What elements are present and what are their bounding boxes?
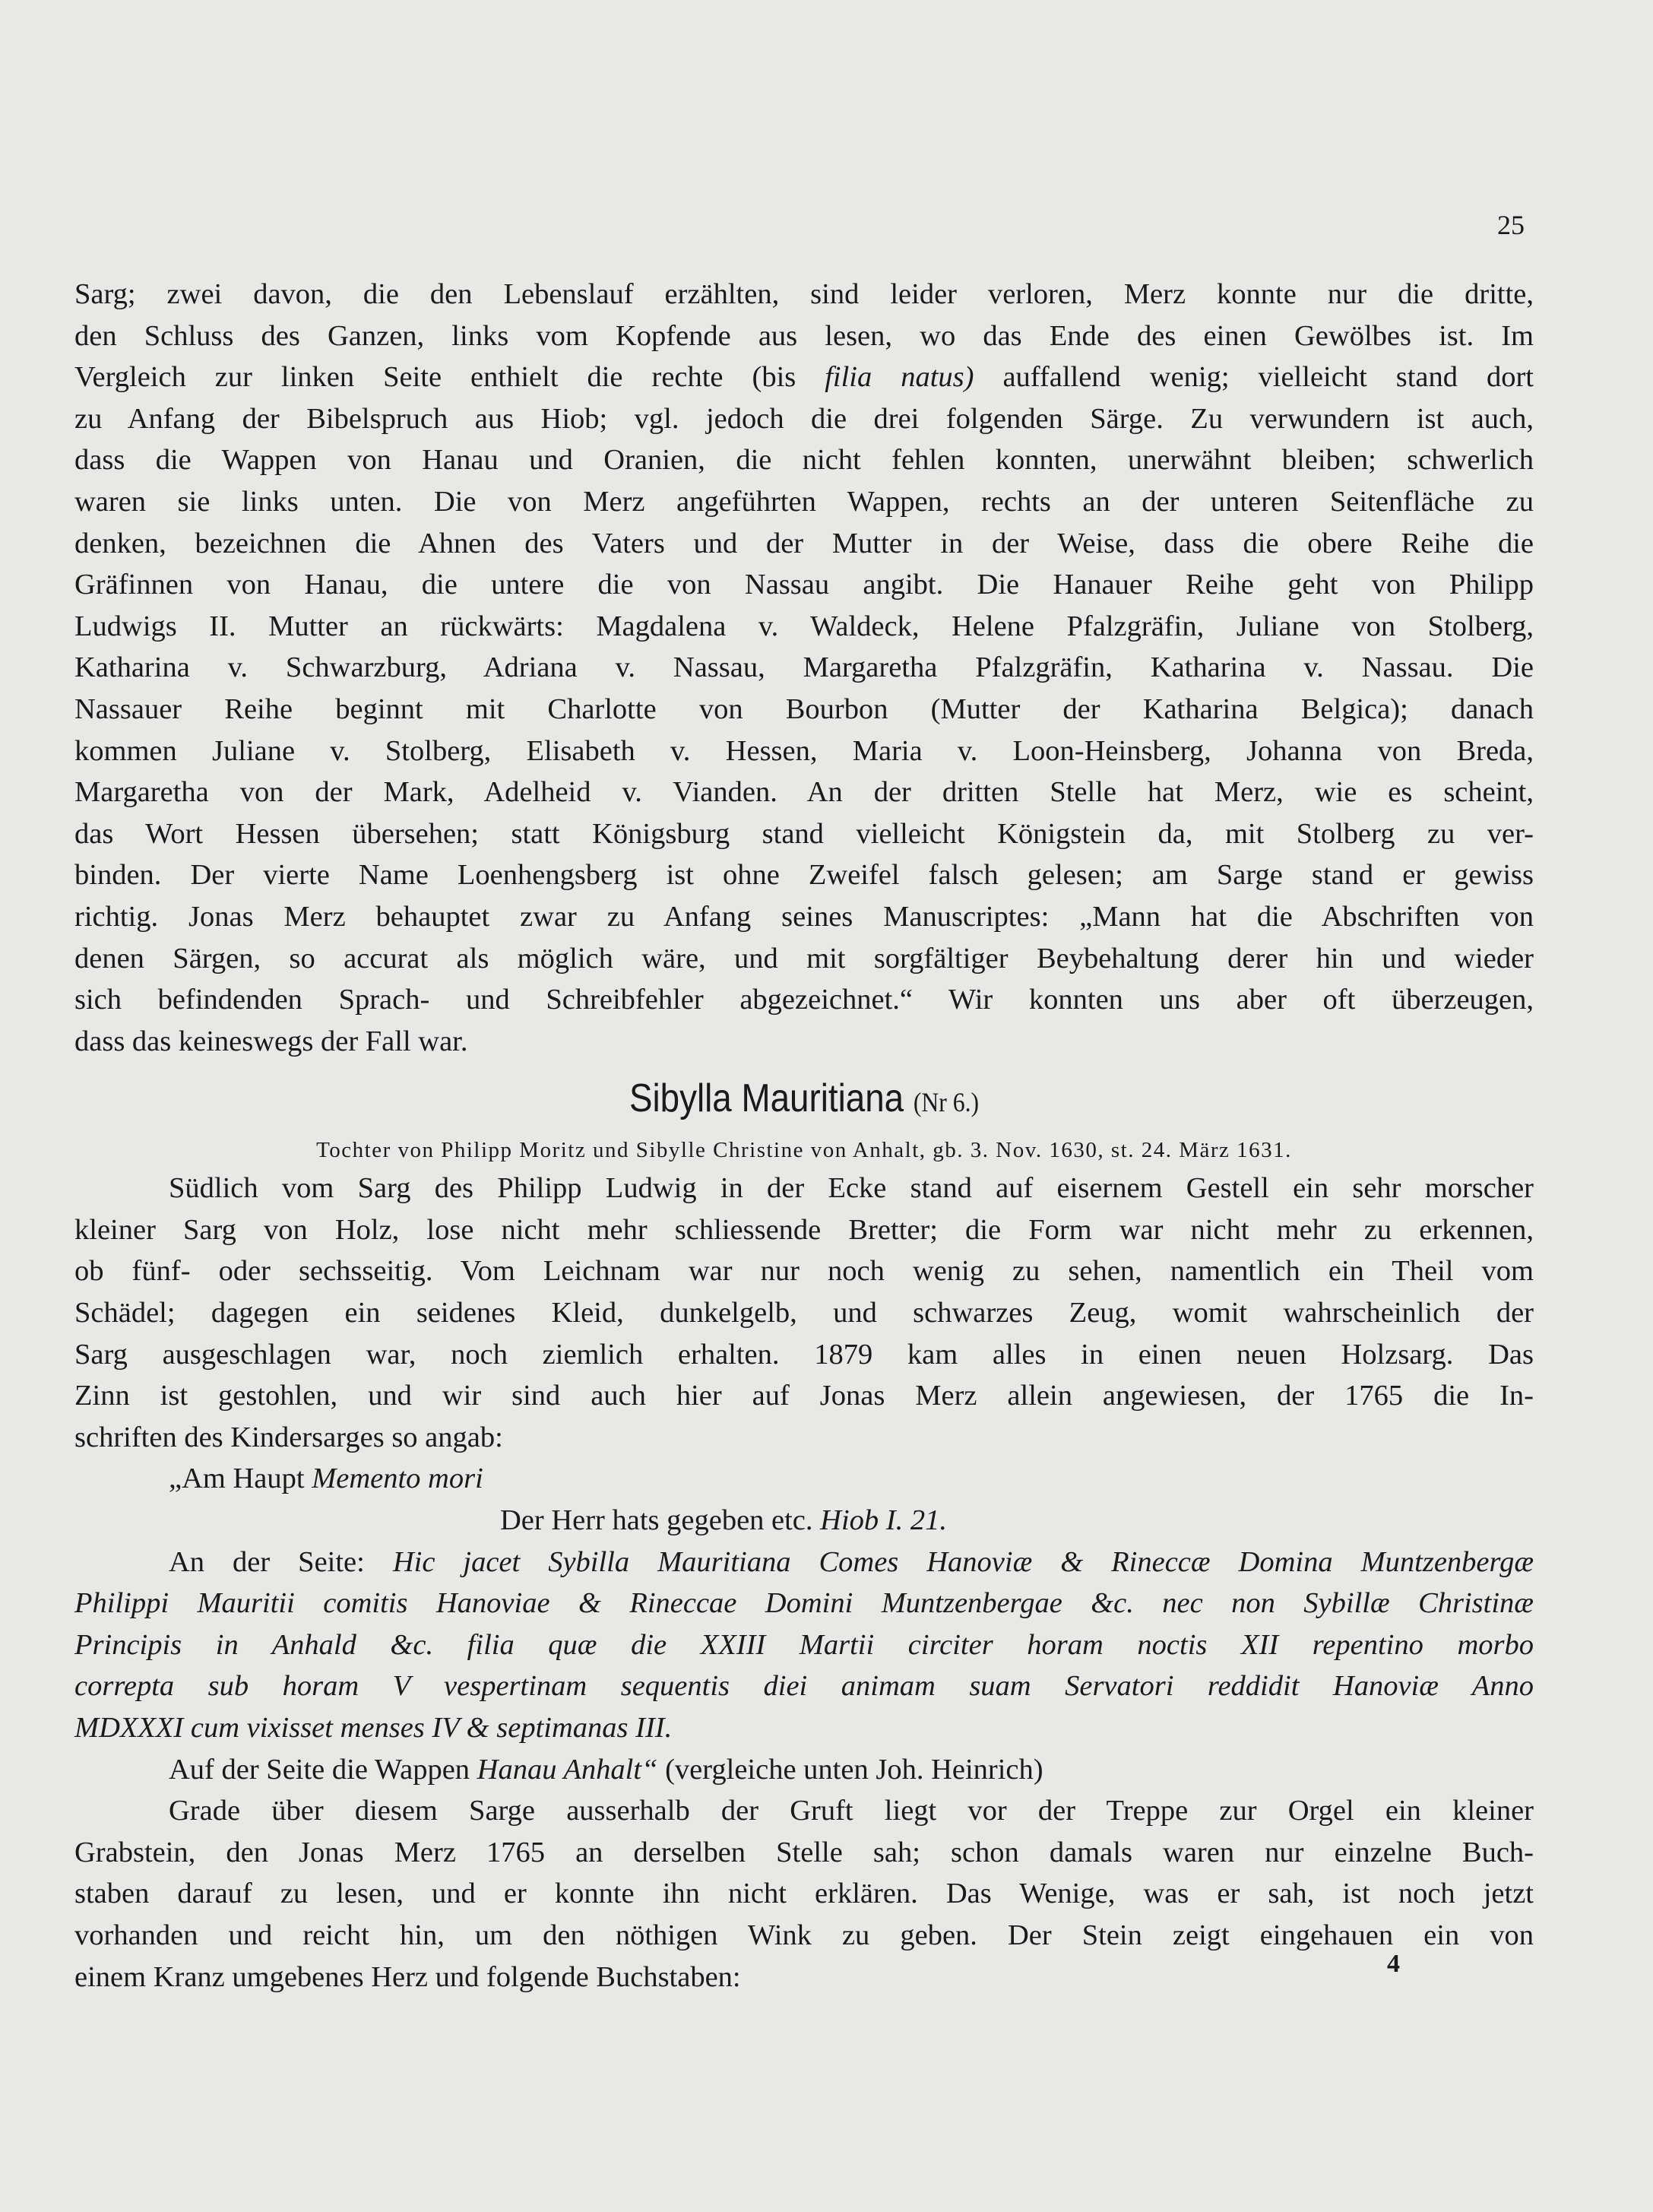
inscription-line: Principis in Anhald &c. filia quæ die XXIII Martii circiter horam noctis XII repentino morbo (74, 1628, 1534, 1661)
text-line: Sarg; zwei davon, die den Lebenslauf erzählten, sind leider verloren, Merz konnte nur die dritte, (74, 278, 1534, 310)
page-number: 25 (1497, 210, 1525, 240)
text-line: Schädel; dagegen ein seidenes Kleid, dunkelgelb, und schwarzes Zeug, womit wahrscheinlich der (74, 1297, 1534, 1329)
heading-name: Sibylla Mauritiana (629, 1076, 904, 1121)
quote-line: „Am Haupt Memento mori (169, 1463, 483, 1495)
text-line: Nassauer Reihe beginnt mit Charlotte von Bourbon (Mutter der Katharina Belgica); danach (74, 692, 1534, 725)
text-line: Katharina v. Schwarzburg, Adriana v. Nassau, Margaretha Pfalzgräfin, Katharina v. Nassau. Die (74, 651, 1534, 684)
quote-line: Der Herr hats gegeben etc. Hiob I. 21. (500, 1504, 947, 1537)
text-line: binden. Der vierte Name Loenhengsberg ist ohne Zweifel falsch gelesen; am Sarge stand er gewiss (74, 859, 1534, 892)
text-line: dass das keineswegs der Fall war. (74, 1025, 468, 1057)
text-line: Sarg ausgeschlagen war, noch ziemlich erhalten. 1879 kam alles in einen neuen Holzsarg. Das (74, 1338, 1534, 1371)
text-line: schriften des Kindersarges so angab: (74, 1421, 503, 1453)
inscription-line: correpta sub horam V vespertinam sequentis diei animam suam Servatori reddidit Hanoviæ Anno (74, 1670, 1534, 1703)
text-line: Zinn ist gestohlen, und wir sind auch hier auf Jonas Merz allein angewiesen, der 1765 die In- (74, 1380, 1534, 1412)
text-line: das Wort Hessen übersehen; statt Königsburg stand vielleicht Königstein da, mit Stolberg zu ver- (74, 817, 1534, 850)
text-line: richtig. Jonas Merz behauptet zwar zu Anfang seines Manuscriptes: „Mann hat die Abschriften von (74, 900, 1534, 933)
text-line: ob fünf- oder sechsseitig. Vom Leichnam war nur noch wenig zu sehen, namentlich ein Theil vom (74, 1255, 1534, 1288)
text-line: Ludwigs II. Mutter an rückwärts: Magdalena v. Waldeck, Helene Pfalzgräfin, Juliane von Stolberg, (74, 610, 1534, 642)
text-line: dass die Wappen von Hanau und Oranien, die nicht fehlen konnten, unerwähnt bleiben; schwerlich (74, 444, 1534, 477)
text-line: vorhanden und reicht hin, um den nöthigen Wink zu geben. Der Stein zeigt eingehauen ein von (74, 1919, 1534, 1951)
inscription-line: An der Seite: Hic jacet Sybilla Mauritiana Comes Hanoviæ & Rineccæ Domina Muntzenbergæ (169, 1545, 1534, 1578)
text-line: Vergleich zur linken Seite enthielt die rechte (bis filia natus) auffallend wenig; vielleicht stand dort (74, 361, 1534, 394)
text-line: Südlich vom Sarg des Philipp Ludwig in der Ecke stand auf eisernem Gestell ein sehr morscher (169, 1172, 1534, 1205)
text-line: denen Särgen, so accurat als möglich wäre, und mit sorgfältiger Beybehaltung derer hin und wieder (74, 942, 1534, 974)
text-line: kommen Juliane v. Stolberg, Elisabeth v. Hessen, Maria v. Loon-Heinsberg, Johanna von Breda, (74, 734, 1534, 767)
section-subtitle: Tochter von Philipp Moritz und Sibylle Christine von Anhalt, gb. 3. Nov. 1630, st. 24. März 1631. (316, 1138, 1292, 1163)
text-line: Gräfinnen von Hanau, die untere die von Nassau angibt. Die Hanauer Reihe geht von Philipp (74, 569, 1534, 601)
text-line: waren sie links unten. Die von Merz angeführten Wappen, rechts an der unteren Seitenfläche zu (74, 485, 1534, 518)
text-line: Grabstein, den Jonas Merz 1765 an derselben Stelle sah; schon damals waren nur einzelne Buch- (74, 1836, 1534, 1868)
text-line: denken, bezeichnen die Ahnen des Vaters und der Mutter in der Weise, dass die obere Reihe die (74, 527, 1534, 559)
text-line: Auf der Seite die Wappen Hanau Anhalt“ (vergleiche unten Joh. Heinrich) (169, 1753, 1043, 1786)
text-line: den Schluss des Ganzen, links vom Kopfende aus lesen, wo das Ende des einen Gewölbes ist. Im (74, 319, 1534, 352)
text-line: Margaretha von der Mark, Adelheid v. Vianden. An der dritten Stelle hat Merz, wie es scheint, (74, 776, 1534, 809)
section-heading (162, 1068, 1446, 1133)
heading-number: (Nr 6.) (913, 1087, 980, 1118)
text-line: einem Kranz umgebenes Herz und folgende Buchstaben: (74, 1960, 741, 1993)
inscription-line: MDXXXI cum vixisset menses IV & septimanas III. (74, 1712, 673, 1744)
text-line: staben darauf zu lesen, und er konnte ihn nicht erklären. Das Wenige, was er sah, ist noch jetzt (74, 1878, 1534, 1910)
text-line: Grade über diesem Sarge ausserhalb der Gruft liegt vor der Treppe zur Orgel ein kleiner (169, 1795, 1534, 1827)
text-line: zu Anfang der Bibelspruch aus Hiob; vgl. jedoch die drei folgenden Särge. Zu verwundern ist auch, (74, 402, 1534, 435)
text-line: sich befindenden Sprach- und Schreibfehler abgezeichnet.“ Wir konnten uns aber oft überzeugen, (74, 984, 1534, 1016)
inscription-line: Philippi Mauritii comitis Hanoviae & Rineccae Domini Muntzenbergae &c. nec non Sybillæ Christinæ (74, 1587, 1534, 1620)
page-body (74, 274, 1534, 1998)
signature-mark: 4 (1387, 1950, 1400, 1978)
text-line: kleiner Sarg von Holz, lose nicht mehr schliessende Bretter; die Form war nicht mehr zu erkennen, (74, 1213, 1534, 1246)
